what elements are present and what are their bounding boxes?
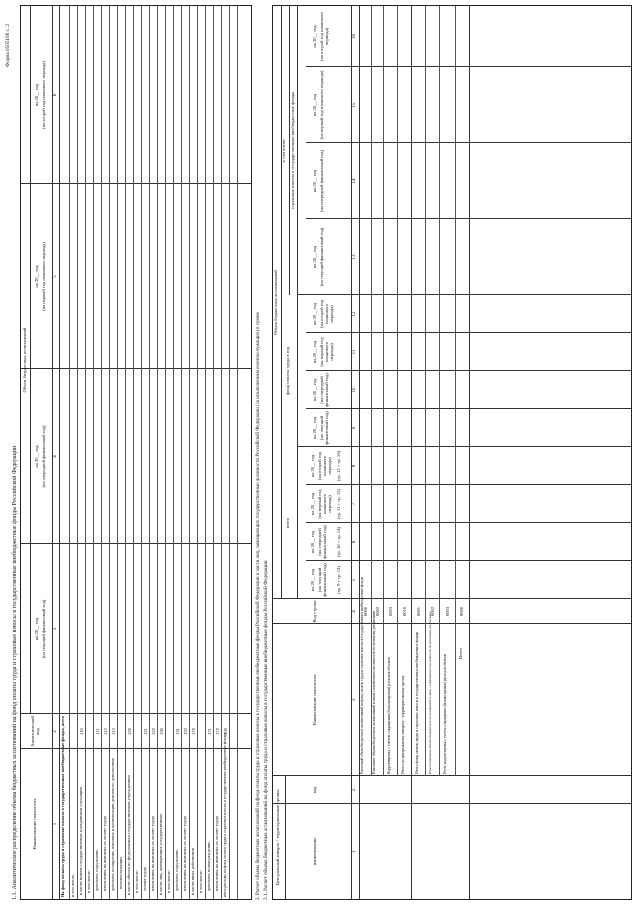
- s2-row-label: Итого фонд оплаты труда и страховые взносы в государственные внебюджетные фонды: [415, 631, 419, 774]
- s1-header-code: Аналитический код: [30, 716, 40, 747]
- s1-col6-title: на 20__ год: [34, 83, 39, 107]
- s1-row-label: денежное вознаграждение: [206, 841, 211, 891]
- s1-col3-title: на 20__ год: [34, 617, 39, 641]
- s1-col5-sub: (на первый год планового периода): [41, 242, 46, 311]
- section1-table: [20, 5, 252, 900]
- s2-row-code: 0000: [363, 606, 368, 617]
- s1-row-label: в части объема по федеральным государственным учреждениям: [126, 775, 131, 895]
- s1-row-code: 172: [215, 728, 220, 735]
- s1-col4-sub: (на очередной финансовый год): [41, 425, 46, 488]
- s1-row-code: 122: [151, 728, 156, 735]
- s2-colnum: 8: [352, 464, 357, 468]
- s2-header-including: в том числе:: [281, 138, 286, 163]
- s2-period-title: на 20__ год: [312, 416, 317, 440]
- s1-row-label: в том числе:: [70, 874, 75, 897]
- s2-period-sub: (на первый год планового периода): [319, 337, 334, 367]
- s2-period-title: на 20__ год: [310, 568, 315, 592]
- s2-row-label: Итого изменение объема бюджетных ассигнований в связи с изменением численности по штатному расписанию: [428, 611, 432, 774]
- s1-row-label: начисления на выплаты по оплате труда: [150, 816, 155, 891]
- s2-period-sub: (на очередной финансовый год): [319, 149, 324, 213]
- s2-row-code: 0010: [402, 606, 407, 617]
- s2-row-code: 9000: [459, 606, 464, 617]
- s2-colnum: 13: [352, 254, 357, 260]
- s1-row-code: 132: [183, 728, 188, 735]
- s2-colnum: 7: [352, 502, 357, 506]
- s2-period-sub: (на текущий финансовый год): [317, 563, 327, 597]
- s2-row-label: Итого корректировка с учетом сокращения (бальансировки) расходов объемов: [443, 653, 447, 774]
- s1-row-code: 120: [127, 728, 132, 735]
- s2-row-code: 0003: [445, 606, 450, 617]
- s1-row-label: денежное содержание: [174, 849, 179, 891]
- s2-period-sub: (на первый год планового периода): [317, 489, 332, 519]
- s1-col5-title: на 20__ год: [34, 265, 39, 288]
- s2-header-indicator: Наименование показателя: [312, 674, 317, 726]
- s1-colnum: 3: [53, 627, 58, 631]
- s1-row-label: в том числе:: [134, 870, 139, 893]
- s1-row-label: в части выплат государственным гражданским служащим: [78, 786, 83, 895]
- s2-period-title: на 20__ год: [310, 530, 315, 554]
- s1-row-label: оплата труда: [142, 867, 147, 891]
- s2-period-title: на 20__ год: [310, 454, 315, 478]
- s2-colnum: 10: [352, 387, 357, 393]
- s2-period-sub: (на второй год планового периода): [319, 300, 334, 328]
- s2-header-group: Объем бюджетных ассигнований: [273, 270, 278, 335]
- s1-row-label: начисления на выплаты по оплате труда: [102, 816, 107, 891]
- s2-period-sub: (на очередной финансовый год): [319, 373, 329, 407]
- s2-period-title: на 20__ год: [312, 245, 317, 269]
- s1-row-code: 200: [223, 728, 228, 735]
- section2-title: 2. Расчет объема бюджетных ассигнований на фонд оплаты труда и страховые взносы в государственные внебюджетные фонды Российской Федерации в части лиц, замещающих государственные должности Российской Федерации (за исключением военнослужащих) в сумме: [256, 312, 261, 900]
- s1-row-code: 112: [103, 728, 108, 735]
- s1-row-label: начисления на выплаты по оплате труда: [182, 816, 187, 891]
- s2-period-sub: (на очередной финансовый год): [317, 525, 327, 559]
- form-code: Форма 0505168 с. 2: [5, 24, 11, 67]
- s1-row-code: 111: [95, 728, 100, 735]
- s1-row-label: в части лиц, замещающих государственные: [158, 813, 163, 895]
- s2-period-formula: (гр. 10 + гр. 14): [336, 526, 341, 558]
- s2-header-contrib: страховые взносы в государственные внебюджетные фонды: [290, 91, 295, 210]
- s2-period-title: на 20__ год: [312, 25, 317, 48]
- s1-row-label: денежное содержание: [94, 849, 99, 891]
- s1-row-label: в том числе:: [166, 870, 171, 893]
- s1-row-code: 131: [175, 728, 180, 735]
- s2-period-sub: (на первый год планового периода): [319, 70, 324, 140]
- s1-colnum: 6: [53, 93, 58, 97]
- s1-row-code: 171: [207, 728, 212, 735]
- s1-colnum: 4: [53, 455, 58, 458]
- s1-col6-sub: (на второй год планового периода): [41, 61, 46, 129]
- s1-row-label: в том числе:: [86, 870, 91, 893]
- s1-row-code: 121: [143, 728, 148, 735]
- s1-colnum: 5: [53, 275, 58, 278]
- s2-period-sub: (на второй год планового периода): [319, 11, 329, 62]
- s2-colnum: 15: [352, 102, 357, 108]
- s2-period-title: на 20__ год: [310, 492, 315, 516]
- s2-period-title: на 20__ год: [312, 302, 317, 326]
- s2-row-label: Изменение объема бюджетных ассигнований в связи с изменением численности по штатному расписанию: [372, 610, 376, 774]
- s1-row-label: в части иных работников: [190, 848, 195, 895]
- s1-colnum: 2: [53, 730, 58, 733]
- s2-colnum: 16: [352, 34, 357, 39]
- s2-header-org-name: наименование: [312, 837, 317, 866]
- s2-header-org-code: код: [312, 786, 317, 794]
- s2-period-sub: (на текущий финансовый год): [319, 227, 324, 287]
- s2-colnum: 9: [352, 426, 357, 430]
- s2-colnum: 5: [352, 578, 357, 582]
- s2-period-formula: (гр. 11 + гр. 15): [336, 489, 341, 519]
- s2-row-code: 0001: [416, 606, 421, 617]
- s2-row-code: 0002: [430, 606, 435, 617]
- s2-header-fot: фонд оплаты труда в год: [285, 347, 290, 395]
- s2-header-row-code: Код строки: [312, 600, 317, 623]
- s1-row-label: иные расходы на фонд оплаты труда и страховые взносы в государственные внебюджетные фонды: [223, 733, 227, 897]
- s1-col4-title: на 20__ год: [34, 445, 39, 468]
- s1-row-code: 130: [159, 728, 164, 735]
- s2-period-sub: (на текущий финансовый год): [319, 411, 329, 445]
- section2-table: [272, 5, 632, 900]
- s1-row-code: 113: [111, 728, 116, 735]
- s1-row-label: военнослужащих: [118, 856, 123, 889]
- s2-period-title: на 20__ год: [312, 93, 317, 117]
- s1-colnum: 1: [53, 822, 58, 826]
- s2-row-label: Корректировка с учетом сокращения (бальансировки) расходов объемов: [387, 657, 391, 774]
- s1-row-label: На фонд оплаты труда и страховые взносы в государственные внебюджетные фонды, всего: [60, 715, 65, 897]
- section1-title: 1.1. Аналитическое распределение объема бюджетных ассигнований на фонд оплаты труда и страховые взносы в государственные внебюджетные фонды Российской Федерации: [12, 445, 18, 900]
- section2-subtitle: 2.1. Расчет объема бюджетных ассигнований на фонд оплаты труда и страховые взносы в государственные внебюджетные фонды Российской Федерации: [263, 560, 269, 900]
- s2-colnum: 2: [352, 788, 357, 792]
- s2-period-title: на 20__ год: [312, 169, 317, 193]
- s2-colnum: 11: [352, 349, 357, 355]
- s2-header-org-group: Центральный аппарат / территориальные органы: [275, 789, 280, 886]
- s1-col3-sub: (на текущий финансовый год): [41, 599, 46, 659]
- s2-row-label: Всего: [458, 647, 463, 659]
- s2-period-sub: (на второй год планового периода): [317, 452, 332, 480]
- s2-row-label: Итого по центральному аппарату / территориальному органу: [401, 675, 405, 774]
- s2-colnum: 12: [352, 311, 357, 317]
- s2-period-title: на 20__ год: [312, 378, 317, 402]
- s1-row-code: 110: [79, 728, 84, 735]
- s1-row-label: денежное поощрение, выплаты и компенсации денежного довольствия: [110, 758, 115, 891]
- s1-header-name: Наименование показателя: [32, 798, 37, 850]
- s2-colnum: 6: [352, 540, 357, 544]
- s2-period-title: на 20__ год: [312, 340, 317, 364]
- s1-header-group: Объем бюджетных ассигнований: [22, 327, 27, 393]
- s2-colnum: 3: [352, 698, 357, 702]
- s2-header-total: всего: [285, 517, 290, 529]
- s2-colnum: 4: [352, 610, 357, 613]
- s1-row-label: начисления на выплаты по оплате труда: [214, 816, 219, 891]
- s1-row-label: в том числе:: [198, 870, 203, 893]
- s2-row-label: Расчетный объем бюджетных ассигнований на фонд оплаты труда и страховые взносы в государственные внебюджетные фонды: [360, 576, 364, 774]
- s2-row-code: 0002: [375, 606, 380, 617]
- s2-period-formula: (гр. 9 + гр. 13): [336, 566, 341, 594]
- s1-row-code: 170: [191, 728, 196, 735]
- s2-colnum: 1: [352, 850, 357, 853]
- s2-row-code: 0003: [388, 606, 393, 617]
- s2-colnum: 14: [352, 178, 357, 184]
- s2-period-formula: (гр. 12 + гр. 16): [336, 450, 341, 482]
